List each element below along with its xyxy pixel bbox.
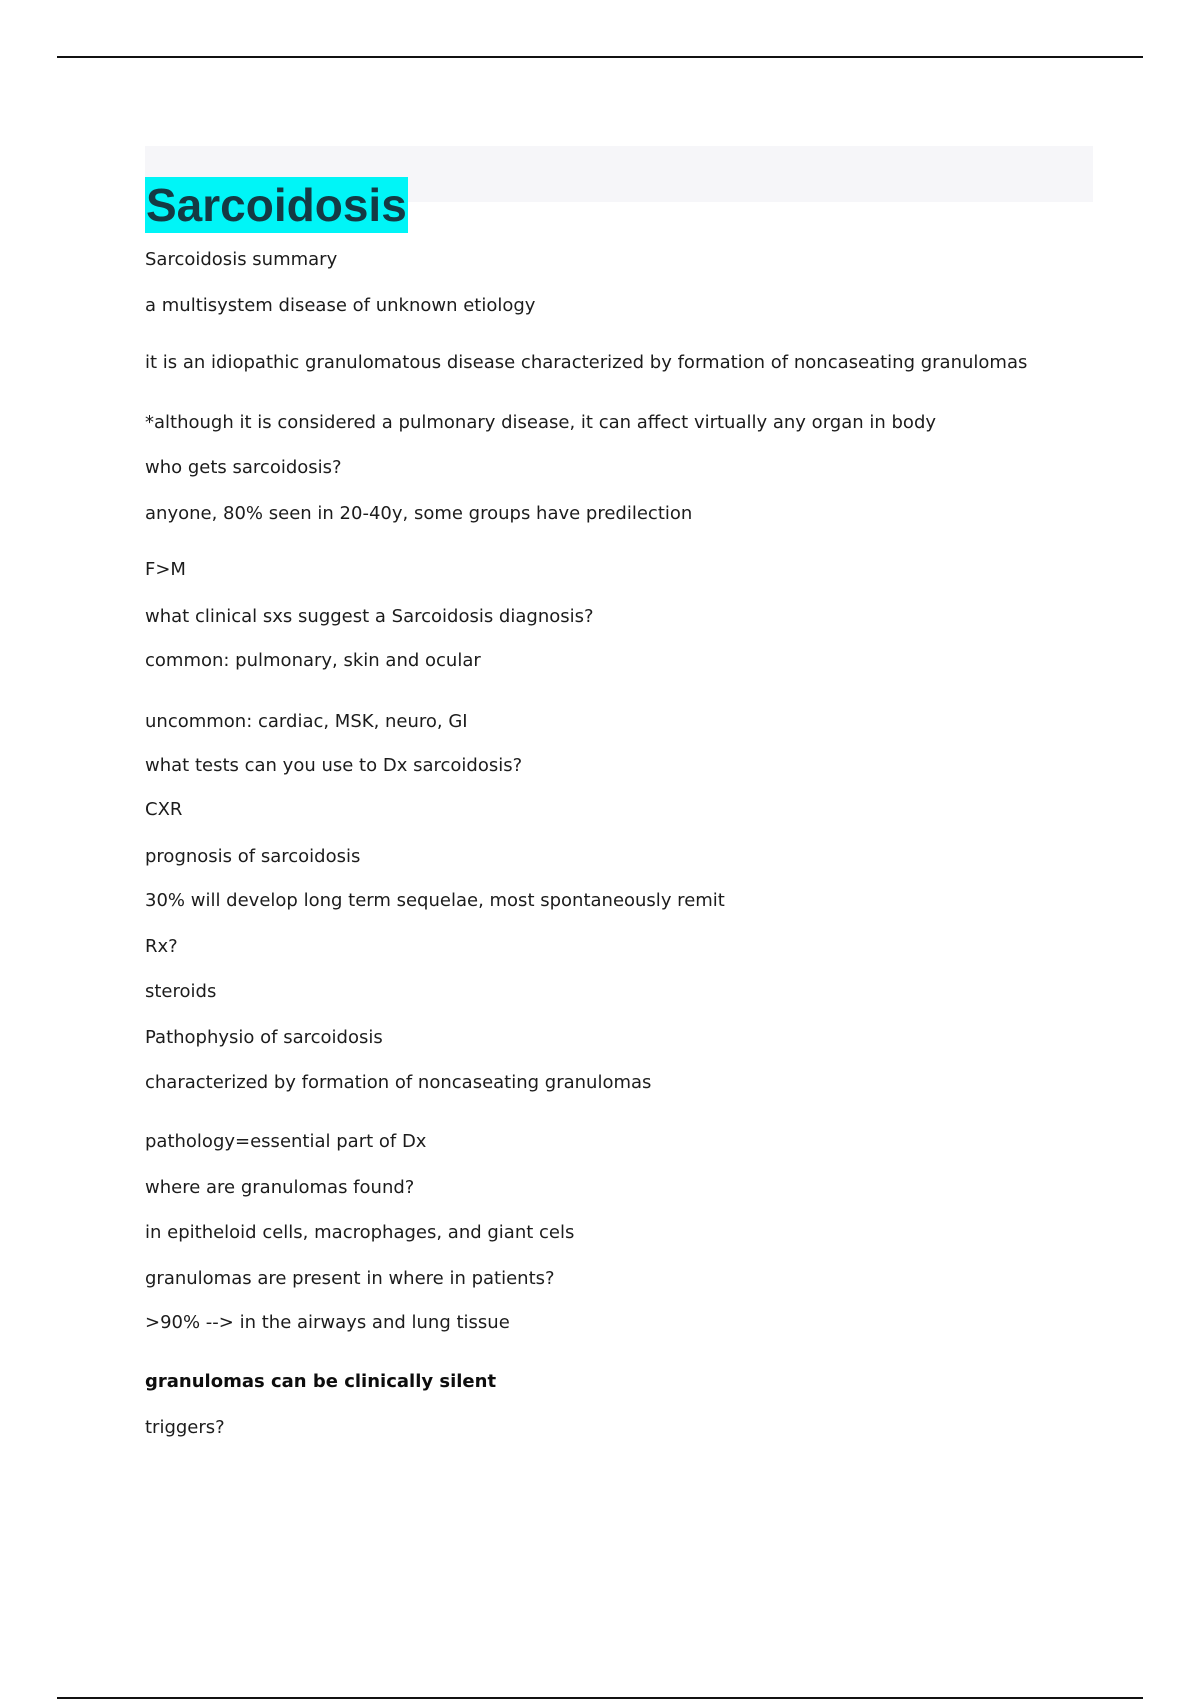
line-summary-heading: Sarcoidosis summary xyxy=(145,249,338,270)
line-who-answer: anyone, 80% seen in 20-40y, some groups have predilection xyxy=(145,503,693,524)
line-prognosis-answer: 30% will develop long term sequelae, most spontaneously remit xyxy=(145,890,725,911)
line-tests-answer: CXR xyxy=(145,799,183,820)
line-rx-question: Rx? xyxy=(145,936,178,957)
line-who-question: who gets sarcoidosis? xyxy=(145,457,342,478)
line-granulomatous: it is an idiopathic granulomatous disease characterized by formation of noncaseating granulomas xyxy=(145,352,1028,373)
header-rule xyxy=(57,56,1143,58)
line-granulomas-answer: in epitheloid cells, macrophages, and giant cels xyxy=(145,1222,575,1243)
line-sex-ratio: F>M xyxy=(145,559,186,580)
line-location-answer: >90% --> in the airways and lung tissue xyxy=(145,1312,510,1333)
footer-rule xyxy=(57,1697,1143,1699)
line-definition: a multisystem disease of unknown etiology xyxy=(145,295,536,316)
line-pathophysio-question: Pathophysio of sarcoidosis xyxy=(145,1027,383,1048)
line-symptoms-question: what clinical sxs suggest a Sarcoidosis diagnosis? xyxy=(145,606,594,627)
line-clinically-silent: granulomas can be clinically silent xyxy=(145,1371,497,1392)
line-prognosis-question: prognosis of sarcoidosis xyxy=(145,846,361,867)
line-pathology-note: pathology=essential part of Dx xyxy=(145,1131,427,1152)
line-triggers-question: triggers? xyxy=(145,1417,225,1438)
page-title: Sarcoidosis xyxy=(146,178,407,231)
line-location-question: granulomas are present in where in patients? xyxy=(145,1268,555,1289)
line-pulmonary-note: *although it is considered a pulmonary disease, it can affect virtually any organ in body xyxy=(145,412,937,433)
line-granulomas-question: where are granulomas found? xyxy=(145,1177,415,1198)
line-uncommon-symptoms: uncommon: cardiac, MSK, neuro, GI xyxy=(145,711,468,732)
line-tests-question: what tests can you use to Dx sarcoidosis? xyxy=(145,755,523,776)
line-rx-answer: steroids xyxy=(145,981,217,1002)
line-common-symptoms: common: pulmonary, skin and ocular xyxy=(145,650,481,671)
line-pathophysio-answer: characterized by formation of noncaseating granulomas xyxy=(145,1072,652,1093)
